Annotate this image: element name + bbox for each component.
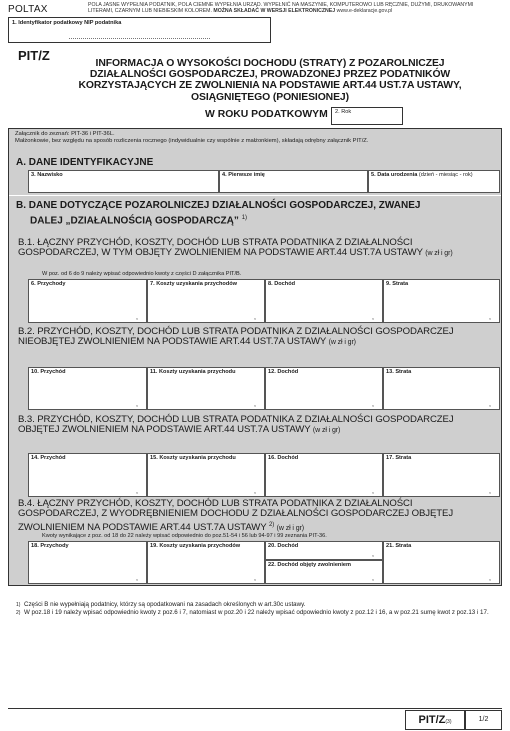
footer-form-code (405, 710, 465, 730)
b3-title (18, 415, 488, 437)
footnote-1-mark: 1) (16, 602, 21, 608)
footer-version: (3) (445, 719, 452, 725)
attachment-line1: Załącznik do zeznań: PIT-36 i PIT-36L. (15, 131, 115, 137)
poltax-label: POLTAX (8, 4, 48, 15)
b2-field-13-label: 13. Strata (386, 369, 412, 375)
footnote-2 (16, 609, 506, 617)
b1-title (18, 238, 488, 260)
header-note-line1: POLA JASNE WYPEŁNIA PODATNIK, POLA CIEMNE WYPEŁNIA URZĄD. WYPEŁNIĆ NA MASZYNIE, KOMPUTEROWO LUB RĘCZNIE, DUŻYMI, DRUKOWANYMI (88, 2, 474, 8)
footnote-2-mark: 2) (16, 610, 21, 616)
header-note-line2-c: www.e-deklaracje.gov.pl (336, 8, 393, 15)
b4-field-19[interactable] (147, 541, 265, 584)
b1-field-6-label: 6. Przychody (31, 281, 66, 287)
page-number: 1/2 (465, 710, 502, 730)
b1-field-8[interactable] (265, 279, 383, 323)
rok-label: 2. Rok (335, 109, 352, 115)
b1-field-6[interactable] (28, 279, 147, 323)
b1-field-9-label: 9. Strata (386, 281, 409, 287)
surname-label: 3. Nazwisko (31, 172, 63, 178)
surname-field[interactable] (28, 170, 219, 193)
b1-field-7-comma: , (254, 314, 256, 321)
b2-field-11-label: 11. Koszty uzyskania przychodu (150, 369, 236, 375)
first-name-label: 4. Pierwsze imię (222, 172, 265, 178)
b4-field-21-comma: , (489, 575, 491, 582)
b2-field-13-comma: , (489, 401, 491, 408)
section-b-title-line1: B. DANE DOTYCZĄCE POZAROLNICZEJ DZIAŁALNOŚCI GOSPODARCZEJ, ZWANEJ (16, 200, 421, 211)
b4-field-20[interactable] (265, 541, 383, 560)
b4-field-20-label: 20. Dochód (268, 543, 299, 549)
b4-field-18-label: 18. Przychody (31, 543, 69, 549)
footer-code-text: PIT/Z (418, 714, 446, 726)
birth-date-label-sub: (dzień - miesiąc - rok) (418, 172, 473, 178)
b2-field-12-comma: , (372, 401, 374, 408)
attachment-line2: Małżonkowie, bez względu na sposób rozliczenia rocznego (indywidualnie czy wspólnie z małżonkiem), składają odrębny załącznik PIT/Z. (15, 138, 369, 145)
title-line1: INFORMACJA O WYSOKOŚCI DOCHODU (STRATY) Z POZAROLNICZEJ (95, 58, 445, 69)
b2-field-10[interactable] (28, 367, 147, 410)
b4-note: Kwoty wynikające z poz. od 18 do 22 należy wpisać odpowiednio do poz.51-54 i 56 lub 94-97 i 99 zeznania PIT-36. (42, 533, 327, 539)
b4-field-19-label: 19. Koszty uzyskania przychodów (150, 543, 241, 549)
form-code: PIT/Z (18, 48, 50, 63)
b1-field-9-comma: , (489, 314, 491, 321)
rok-field[interactable] (331, 107, 403, 125)
b2-field-10-comma: , (136, 401, 138, 408)
footnote-1 (16, 601, 506, 609)
b4-title (18, 499, 488, 534)
b1-field-7[interactable] (147, 279, 265, 323)
footer-divider (8, 708, 502, 709)
b4-field-21[interactable] (383, 541, 500, 584)
form-title (60, 58, 480, 103)
b4-unit: (w zł i gr) (276, 525, 304, 532)
b3-field-15[interactable] (147, 453, 265, 497)
b4-field-22-comma: , (372, 575, 374, 582)
title-line4: OSIĄGNIĘTEGO (PONIESIONEJ) (191, 91, 349, 103)
footnotes (16, 601, 506, 617)
nip-label: 1. Identyfikator podatkowy NIP podatnika (12, 20, 122, 26)
b3-field-17[interactable] (383, 453, 500, 497)
b1-field-8-label: 8. Dochód (268, 281, 296, 287)
b2-field-11-comma: , (254, 401, 256, 408)
section-b-footnote-mark: 1) (241, 215, 248, 221)
b1-field-9[interactable] (383, 279, 500, 323)
section-a-title: A. DANE IDENTYFIKACYJNE (16, 157, 154, 168)
b3-field-16-comma: , (372, 488, 374, 495)
b3-field-14-comma: , (136, 488, 138, 495)
b2-field-12[interactable] (265, 367, 383, 410)
b3-field-14[interactable] (28, 453, 147, 497)
b2-title-text: B.2. PRZYCHÓD, KOSZTY, DOCHÓD LUB STRATA PODATNIKA Z DZIAŁALNOŚCI GOSPODARCZEJ NIEOBJĘTEJ ZWOLNIENIEM NA PODSTAWIE ART.44 UST.7A USTAWY (18, 326, 454, 348)
b1-field-8-comma: , (372, 314, 374, 321)
b3-field-17-comma: , (489, 488, 491, 495)
b1-field-7-label: 7. Koszty uzyskania przychodów (150, 281, 238, 287)
section-b-title-line2: DALEJ „DZIAŁALNOŚCIĄ GOSPODARCZĄ” (30, 215, 239, 227)
b4-field-18[interactable] (28, 541, 147, 584)
b3-field-14-label: 14. Przychód (31, 455, 66, 461)
b3-field-16-label: 16. Dochód (268, 455, 299, 461)
title-line2: DZIAŁALNOŚCI GOSPODARCZEJ, PROWADZONEJ PRZEZ PODATNIKÓW (89, 69, 451, 81)
b2-field-13[interactable] (383, 367, 500, 410)
attachment-info (9, 129, 501, 153)
b4-field-20-comma: , (372, 551, 374, 558)
b3-title-text: B.3. PRZYCHÓD, KOSZTY, DOCHÓD LUB STRATA PODATNIKA Z DZIAŁALNOŚCI GOSPODARCZEJ OBJĘTEJ ZWOLNIENIEM NA PODSTAWIE ART.44 UST.7A USTAWY (18, 414, 454, 436)
birth-date-label-main: 5. Data urodzenia (371, 172, 418, 178)
header-instructions (88, 2, 502, 14)
b4-field-21-label: 21. Strata (386, 543, 412, 549)
section-b-title (16, 200, 476, 227)
b4-field-22-label: 22. Dochód objęty zwolnieniem (268, 562, 351, 568)
footnote-1-text: Części B nie wypełniają podatnicy, którzy są opodatkowani na zasadach określonych w art.30c ustawy. (24, 601, 306, 608)
section-b-title-line2-wrap (16, 212, 476, 227)
birth-date-label (369, 171, 499, 179)
b2-field-10-label: 10. Przychód (31, 369, 66, 375)
b4-title-text: B.4. ŁĄCZNY PRZYCHÓD, KOSZTY, DOCHÓD LUB STRATA PODATNIKA Z DZIAŁALNOŚCI GOSPODARCZEJ, Z WYODRĘBNIENIEM DOCHODU Z DZIAŁALNOŚCI GOSPODARCZEJ OBJĘTEJ ZWOLNIENIEM NA PODSTAWIE ART.44 UST.7A USTAWY (18, 498, 454, 533)
first-name-field[interactable] (219, 170, 368, 193)
b1-title-text: B.1. ŁĄCZNY PRZYCHÓD, KOSZTY, DOCHÓD LUB STRATA PODATNIKA Z DZIAŁALNOŚCI GOSPODARCZEJ, W TYM OBJĘTY ZWOLNIENIEM NA PODSTAWIE ART.44 UST.7A USTAWY (18, 237, 423, 259)
b4-field-18-comma: , (136, 575, 138, 582)
header-note-line2-a: LITERAMI, CZARNYM LUB NIEBIESKIM KOLOREM. (88, 8, 212, 15)
b2-title (18, 327, 488, 349)
nip-field[interactable] (8, 17, 271, 43)
nip-input-line[interactable] (69, 38, 210, 39)
footnote-2-text: W poz.18 i 19 należy wpisać odpowiednio kwoty z poz.6 i 7, natomiast w poz.20 i 22 należy wpisać odpowiednio kwoty z poz.12 i 16, a w poz.21 sumę kwot z poz.13 i 17. (24, 609, 489, 616)
b1-note: W poz. od 6 do 9 należy wpisać odpowiednio kwoty z części D załącznika PIT/B. (42, 271, 242, 277)
b3-field-15-comma: , (254, 488, 256, 495)
b4-field-22[interactable] (265, 560, 383, 584)
b4-field-19-comma: , (254, 575, 256, 582)
b3-field-16[interactable] (265, 453, 383, 497)
b1-field-6-comma: , (136, 314, 138, 321)
birth-date-field[interactable] (368, 170, 500, 193)
b4-footnote-mark: 2) (268, 521, 275, 528)
b3-unit: (w zł i gr) (312, 427, 341, 435)
b2-unit: (w zł i gr) (328, 339, 356, 347)
title-line5: W ROKU PODATKOWYM (205, 109, 328, 120)
b2-field-12-label: 12. Dochód (268, 369, 299, 375)
b3-field-15-label: 15. Koszty uzyskania przychodu (150, 455, 236, 461)
title-line3: KORZYSTAJĄCYCH ZE ZWOLNIENIA NA PODSTAWIE ART.44 UST.7A USTAWY, (78, 80, 462, 92)
header-note-line2 (88, 8, 502, 14)
b3-field-17-label: 17. Strata (386, 455, 412, 461)
b2-field-11[interactable] (147, 367, 265, 410)
b1-unit: (w zł i gr) (425, 250, 453, 258)
header-note-line2-b: MOŻNA SKŁADAĆ W WERSJI ELEKTRONICZNEJ (213, 8, 336, 15)
